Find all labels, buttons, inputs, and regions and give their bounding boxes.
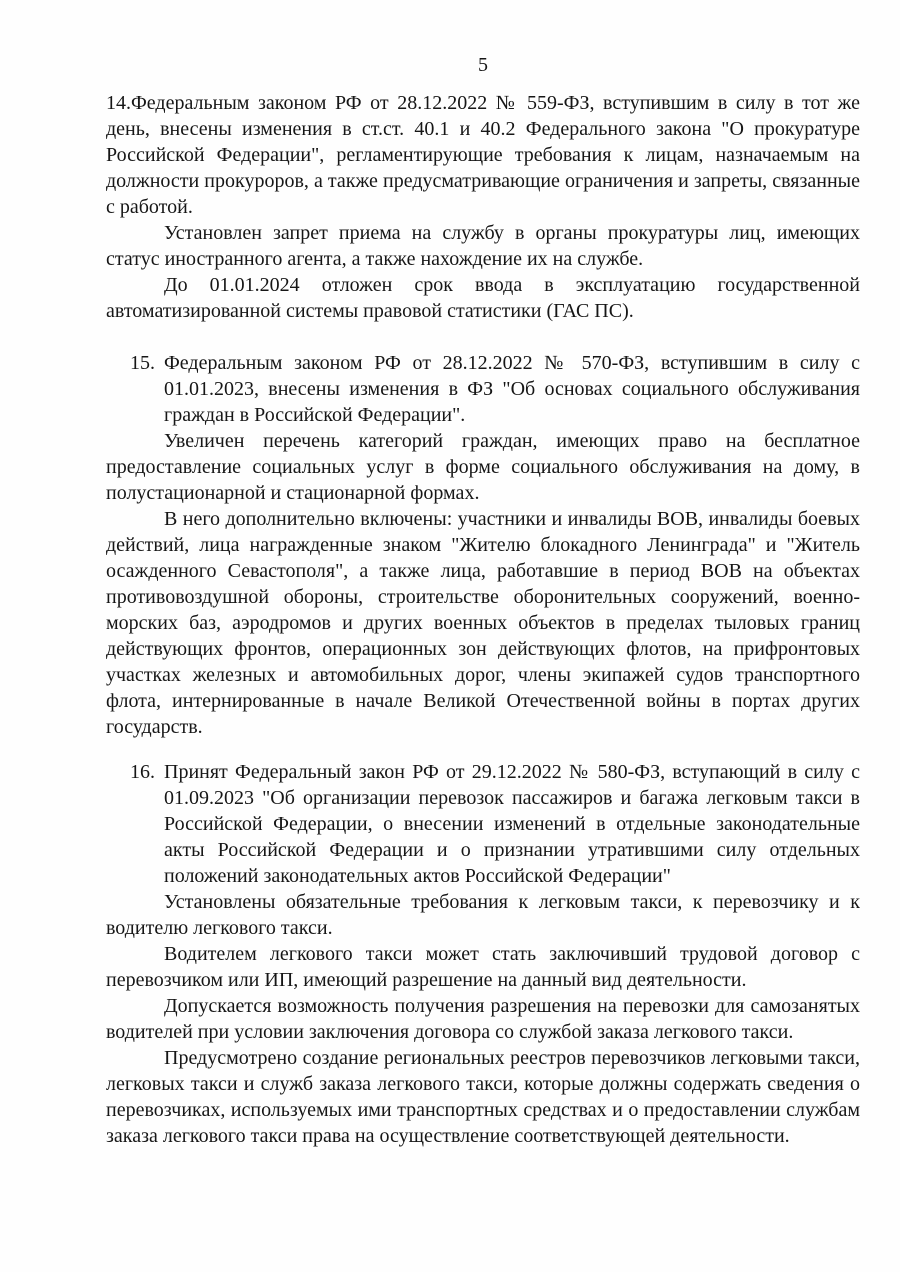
list-item-16-number: 16.: [130, 761, 155, 783]
paragraph-gas-ps-postponed: До 01.01.2024 отложен срок ввода в эксплуатацию государственной автоматизированной системы правовой статистики (ГАС ПС).: [106, 274, 860, 322]
document-content: [106, 52, 860, 1149]
paragraph-regional-registries: Предусмотрено создание региональных реестров перевозчиков легковыми такси, легковых такси и служб заказа легкового такси, которые должны содержать сведения о перевозчиках, используемых ими транспортных средствах и о предоставлении службам заказа легкового такси права на осуществление соответствующей деятельности.: [106, 1047, 860, 1147]
list-item-15-number: 15.: [130, 352, 155, 374]
paragraph-taxi-driver: Водителем легкового такси может стать заключивший трудовой договор с перевозчиком или ИП, имеющий разрешение на данный вид деятельности.: [106, 943, 860, 991]
list-item-14: [106, 90, 860, 220]
list-item-16: [130, 759, 860, 889]
paragraph-self-employed-drivers: Допускается возможность получения разрешения на перевозки для самозанятых водителей при условии заключения договора со службой заказа легкового такси.: [106, 995, 860, 1043]
page-number: 5: [478, 54, 488, 76]
paragraph-vov-categories: В него дополнительно включены: участники и инвалиды ВОВ, инвалиды боевых действий, лица награжденные знаком "Жителю блокадного Ленинграда" и "Житель осажденного Севастополя", а также лица, работавшие в период ВОВ на объектах противовоздушной обороны, строительстве оборонительных сооружений, военно-морских баз, аэродромов и других военных объектов в пределах тыловых границ действующих фронтов, операционных зон действующих флотов, на прифронтовых участках железных и автомобильных дорог, члены экипажей судов транспортного флота, интернированные в начале Великой Отечественной войны в портах других государств.: [106, 508, 860, 738]
paragraph-taxi-requirements: Установлены обязательные требования к легковым такси, к перевозчику и к водителю легкового такси.: [106, 891, 860, 939]
list-item-15-text: Федеральным законом РФ от 28.12.2022 № 570-ФЗ, вступившим в силу с 01.01.2023, внесены изменения в ФЗ "Об основах социального обслуживания граждан в Российской Федерации".: [164, 352, 860, 426]
list-item-15: [130, 350, 860, 428]
list-item-16-text: Принят Федеральный закон РФ от 29.12.2022 № 580-ФЗ, вступающий в силу с 01.09.2023 "Об организации перевозок пассажиров и багажа легковым такси в Российской Федерации, о внесении изменений в отдельные законодательные акты Российской Федерации и о признании утратившими силу отдельных положений законодательных актов Российской Федерации": [164, 761, 860, 887]
paragraph-social-services-list: Увеличен перечень категорий граждан, имеющих право на бесплатное предоставление социальных услуг в форме социального обслуживания на дому, в полустационарной и стационарной формах.: [106, 430, 860, 504]
list-item-14-number: 14.: [106, 92, 131, 114]
list-item-14-text: Федеральным законом РФ от 28.12.2022 № 559-ФЗ, вступившим в силу в тот же день, внесены изменения в ст.ст. 40.1 и 40.2 Федерального закона "О прокуратуре Российской Федерации", регламентирующие требования к лицам, назначаемым на должности прокуроров, а также предусматривающие ограничения и запреты, связанные с работой.: [106, 92, 860, 218]
paragraph-foreign-agent-ban: Установлен запрет приема на службу в органы прокуратуры лиц, имеющих статус иностранного агента, а также нахождение их на службе.: [106, 222, 860, 270]
